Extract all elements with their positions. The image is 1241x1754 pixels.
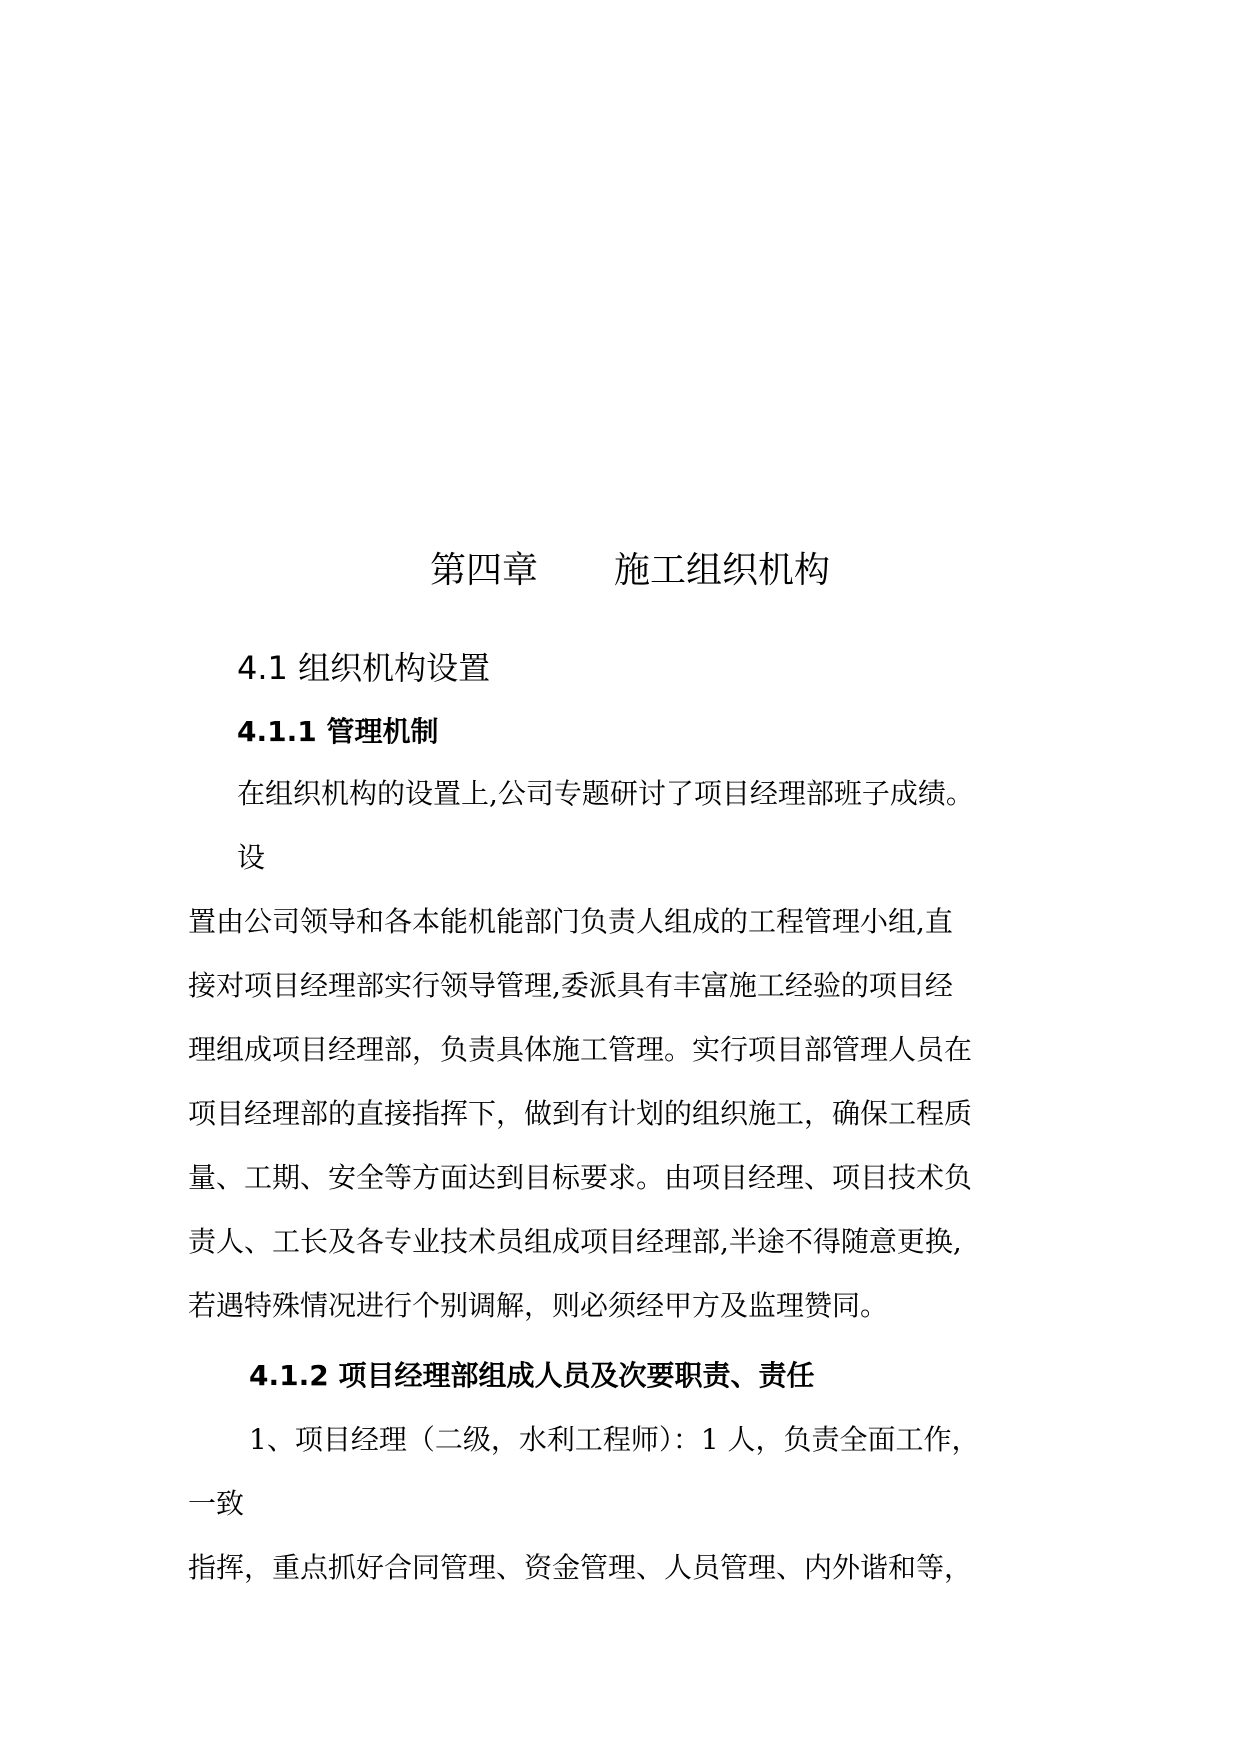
chapter-title [430, 550, 831, 591]
paragraph-line: 若遇特殊情况进行个别调解，则必须经甲方及监理赞同。 [188, 1289, 889, 1322]
paragraph-line: 一致 [188, 1487, 245, 1520]
paragraph-line: 理组成项目经理部，负责具体施工管理。实行项目部管理人员在 [188, 1033, 973, 1066]
chapter-name: 施工组织机构 [614, 550, 831, 591]
paragraph-line: 在组织机构的设置上,公司专题研讨了项目经理部班子成绩。 [237, 777, 974, 810]
paragraph-line: 1、项目经理（二级，水利工程师）：1 人，负责全面工作， [249, 1423, 980, 1456]
subsection-heading-4-1-1: 4.1.1 管理机制 [237, 715, 439, 748]
paragraph-line: 项目经理部的直接指挥下，做到有计划的组织施工，确保工程质 [188, 1097, 973, 1130]
paragraph-line: 量、工期、安全等方面达到目标要求。由项目经理、项目技术负 [188, 1161, 973, 1194]
subsection-heading-4-1-2: 4.1.2 项目经理部组成人员及次要职责、责任 [249, 1359, 815, 1392]
paragraph-line: 置由公司领导和各本能机能部门负责人组成的工程管理小组,直 [188, 905, 953, 938]
paragraph-line: 设 [237, 841, 266, 874]
paragraph-line: 责人、工长及各专业技术员组成项目经理部,半途不得随意更换, [188, 1225, 962, 1258]
paragraph-line: 接对项目经理部实行领导管理,委派具有丰富施工经验的项目经 [188, 969, 953, 1002]
paragraph-line: 指挥，重点抓好合同管理、资金管理、人员管理、内外谐和等， [188, 1551, 973, 1584]
section-heading-4-1: 4.1 组织机构设置 [237, 649, 491, 687]
chapter-number: 第四章 [430, 550, 539, 591]
